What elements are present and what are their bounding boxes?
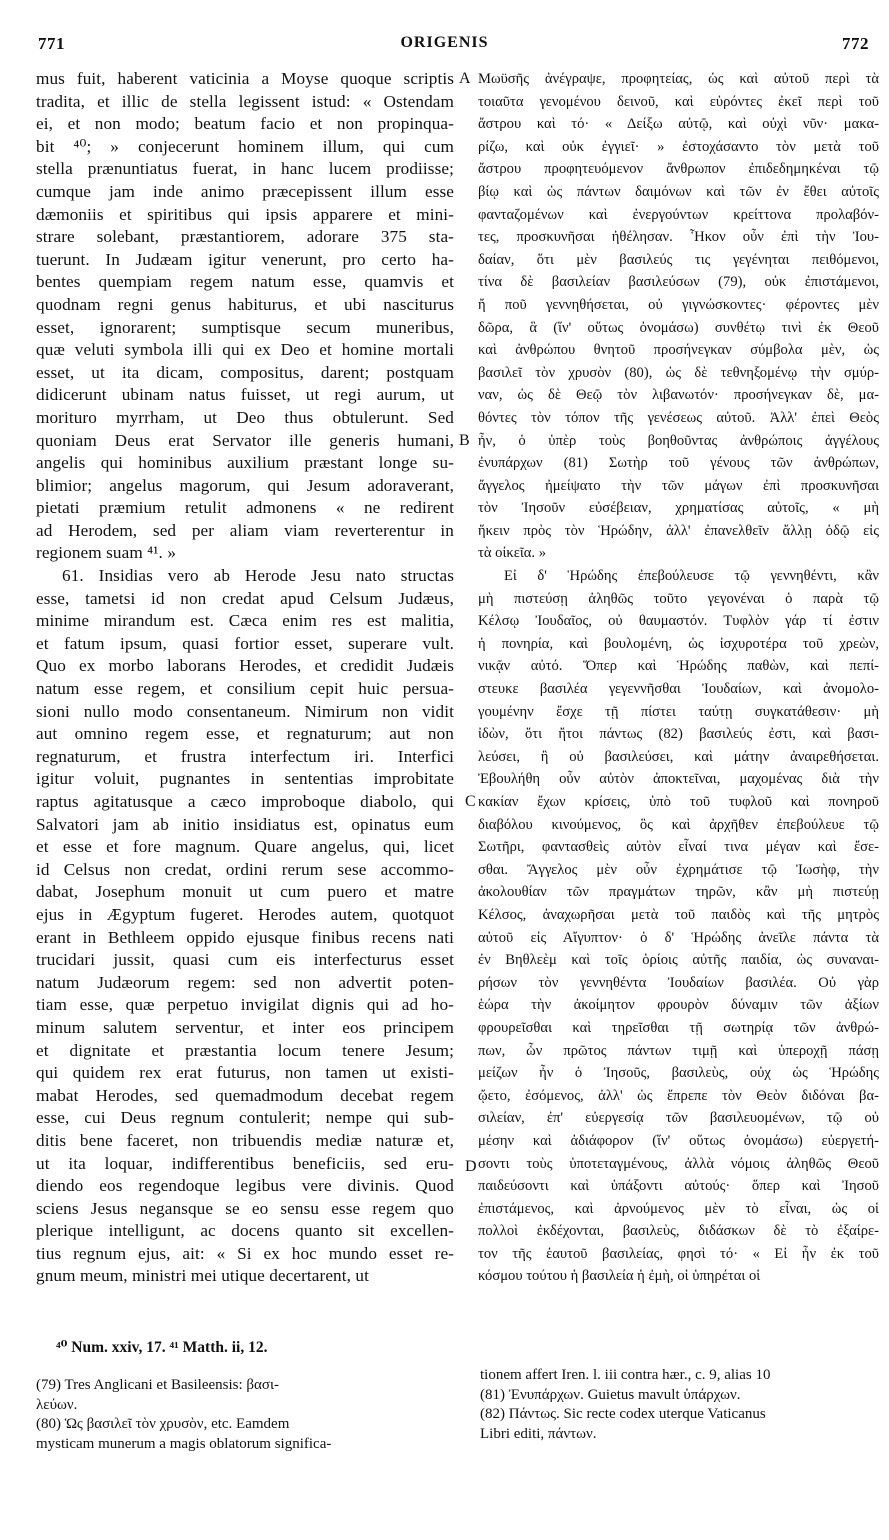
greek-text-line: σθαι. Ἄγγελος μὲν οὖν ἐχρημάτισε τῷ Ἰωσὴφ, τὴν [478, 861, 879, 878]
greek-text-line: θόντες τὸν τόπον τῆς γενέσεως αὐτοῦ. Ἀλλ' ἐπεὶ Θεὸς [478, 409, 879, 426]
greek-text-line: ἡ πονηρία, καὶ βουλομένη, ὡς ἰσχυροτέρα τοῦ χρεὼν, [478, 635, 879, 652]
latin-text-line: pietati præmium retulit admonens « ne redirent [36, 498, 454, 518]
footnote-line: mysticam munerum a magis oblatorum significa- [36, 1435, 332, 1452]
greek-text-line: καὶ ἀνθρώπου θνητοῦ προσήνεγκαν σύμβολα μὲν, ὡς [478, 342, 879, 359]
greek-text-line: ναν, ὡς δὲ Θεῷ τὸν λιβανωτόν· προσήνεγκαν δὲ, μα- [478, 387, 879, 404]
footnote-line: (80) Ὡς βασιλεῖ τὸν χρυσὸν, etc. Eamdem [36, 1416, 290, 1432]
running-title: ORIGENIS [400, 34, 489, 51]
greek-text-line: τὰ οἰκεῖα. » [478, 545, 547, 562]
column-number-right: 772 [842, 34, 869, 53]
latin-text-line: strare solebant, præstantiorem, adorare 375 sta- [36, 227, 454, 247]
footnote-line: (82) Πάντως. Sic recte codex uterque Vaticanus [480, 1406, 766, 1422]
greek-text-line: αὐτοῦ εἰς Αἴγυπτον· ὁ δ' Ἡρώδης ἀνεῖλε πάντα τὰ [478, 929, 879, 946]
latin-text-line: esset, ut ita dicam, compositus, darent; postquam [36, 362, 454, 382]
latin-text-line: minime mirandum est. Cæca enim res est malitia, [36, 611, 454, 631]
latin-text-line: diendo eos regendoque legibus vere divinis. Quod [36, 1176, 454, 1196]
greek-text-line: πων, ὧν πρῶτος πάντων τιμῇ καὶ ὑπεροχῇ πάσῃ [478, 1042, 879, 1059]
latin-text-line: et fatum ipsum, quasi fortior esset, superare vult. [36, 633, 454, 653]
greek-text-line: ἐν Βηθλεὲμ καὶ τοῖς ὁρίοις αὐτῆς παιδία, ὡς συναναι- [478, 952, 879, 969]
footnotes-right [480, 1366, 880, 1444]
latin-text-line: morituro myrrham, ut Deo thus obtulerunt. Sed [36, 407, 454, 427]
latin-text-line: stella prænuntiatus fuerat, in hanc lucem prodiisse; [36, 159, 454, 179]
margin-mark-b: B [459, 432, 470, 449]
footnote-line: (79) Tres Anglicani et Basileensis: βασι- [36, 1377, 280, 1393]
latin-text-line: ad Herodem, sed per aliam viam reverterentur in [36, 520, 454, 540]
footnotes-left [36, 1376, 458, 1454]
latin-text-line: blimior; angelus magorum, qui Jesum adoraverant, [36, 475, 454, 495]
latin-text-line: natum Judæorum regem: sed non advertit poten- [36, 972, 454, 992]
latin-text-line: didicerunt ubinam natus fuisset, ut regi aurum, ut [36, 385, 454, 405]
greek-text-line: μὴ πιστεύσῃ ἀληθῶς τοῦτο γεγονέναι ὁ παρὰ τῷ [478, 590, 879, 607]
column-number-left: 771 [38, 34, 65, 53]
latin-text-line: aut omnino regem esse, et regnaturum; aut non [36, 724, 454, 744]
latin-text-line: sioni nullo modo consentaneum. Nimirum non vidit [36, 701, 454, 721]
latin-text-line: bit ⁴⁰; » conjecerunt hominem illum, qui cum [36, 136, 454, 156]
latin-text-line: quæ veluti symbola illi qui ex Deo et homine mortali [36, 340, 454, 360]
latin-text-line: quodnam regni genus habiturus, et ubi nasciturus [36, 294, 454, 314]
latin-text-line: trucidari jussit, quasi cum eis interfecturus esset [36, 950, 454, 970]
scripture-reference-line: ⁴⁰ Num. xxiv, 17. ⁴¹ Matth. ii, 12. [56, 1339, 268, 1356]
latin-text-line: et esse et fore magnum. Quare angelus, qui, licet [36, 837, 454, 857]
margin-mark-d: D [465, 1158, 477, 1175]
greek-text-line: ἰδὼν, ὅτι ἤτοι πάντως (82) βασιλεύς ἐστι, καὶ βασι- [478, 726, 879, 743]
greek-text-line: ἑώρα τὴν ἀκοίμητον φρουρὸν δύναμιν τῶν ἀξίων [478, 997, 879, 1014]
latin-text-line: 61. Insidias vero ab Herode Jesu nato structas [62, 566, 454, 586]
latin-text-line: gnum meum, ministri mei utique decertarent, ut [36, 1266, 369, 1286]
greek-text-line: Ἐβουλήθη οὖν αὐτὸν ἀποκτεῖναι, μαχομένας διὰ τὴν [478, 771, 879, 788]
greek-text-line: ἐπιστάμενος, καὶ ἀρνούμενος μὲν τὸ εἶναι, ὡς οἱ [478, 1200, 879, 1217]
greek-text-line: ἄστρου καὶ τό· « Δείξω αὐτῷ, καὶ οὐχὶ νῦν· μακα- [478, 116, 879, 133]
latin-text-line: et dignitate et præstantia locum tenere Jesum; [36, 1040, 454, 1060]
greek-text-line: βασιλεῖ τὸν χρυσὸν (80), ὡς δὲ τεθνηξομένῳ τὴν σμύρ- [478, 364, 879, 381]
greek-text-line: στευκε βασιλέα γεγεννῆσθαι Ἰουδαίων, καὶ ἀνομολο- [478, 681, 879, 698]
greek-text-line: τες, προσκυνῆσαι ἠθέλησαν. Ἧκον οὖν ἐπὶ τὴν Ἰου- [478, 229, 879, 246]
greek-text-line: ἦν, ὁ ὑπὲρ τοὺς βοηθοῦντας ἀνθρώποις ἀγγέλους [478, 432, 879, 449]
greek-text-line: λεύσει, ἢ οὐ βασιλεύσει, καὶ μάτην ἀναιρεθήσεται. [478, 748, 879, 765]
latin-column [36, 68, 454, 1288]
latin-text-line: ei, et non modo; beatum facio et non propinqua- [36, 114, 454, 134]
greek-text-line: ρήσων τὸν γεννηθέντα Ἰουδαίων βασιλέα. Οὐ γὰρ [478, 974, 879, 991]
latin-text-line: dabat, Josephum monuit ut cum puero et matre [36, 882, 454, 902]
greek-text-line: τον τῆς ἑαυτοῦ βασιλείας, φησὶ τό· « Εἰ ἦν ἐκ τοῦ [478, 1245, 879, 1262]
latin-text-line: igitur voluit, pugnantes in sententias improbitate [36, 769, 454, 789]
latin-text-line: tius regnum ejus, ait: « Si ex hoc mundo esset re- [36, 1243, 454, 1263]
greek-text-line: τίνα δὲ βασιλείαν βασιλεύσων (79), οὐκ ἐπιστάμενοι, [478, 274, 879, 291]
footnote-line: λεύων. [36, 1396, 78, 1413]
latin-text-line: dæmoniis et spiritibus qui ipsis apparere et mini- [36, 204, 454, 224]
latin-text-line: angelis qui hominibus auxilium præstant longe su- [36, 453, 454, 473]
footnote-line: tionem affert Iren. l. iii contra hær., c. 9, alias 10 [480, 1367, 771, 1383]
greek-text-line: ἐνυπάρχων (81) Σωτὴρ τοῦ γένους τῶν ἀνθρώπων, [478, 455, 879, 472]
footnote-line: (81) Ἐνυπάρχων. Guietus mavult ὑπάρχων. [480, 1386, 741, 1403]
latin-text-line: tradita, et illic de stella legissent istud: « Ostendam [36, 91, 454, 111]
latin-text-line: natum esse regem, et consilium cepit huic persua- [36, 679, 454, 699]
latin-text-line: mus fuit, haberent vaticinia a Moyse quoque scriptis [36, 69, 454, 88]
greek-text-line: βίῳ καὶ ὡς πάντων δαιμόνων καὶ τῶν ἐν ἔθει αὐτοῖς [478, 183, 879, 200]
greek-text-line: ᾤετο, ἐσόμενος, ἀλλ' ὡς ἔπρεπε τὸν Θεὸν διδόναι βα- [478, 1087, 879, 1104]
greek-text-line: ἄγγελος ἠμείψατο τὴν τῶν μάγων ἐπὶ προσκυνῆσαι [478, 477, 879, 494]
greek-text-line: κακίαν ἔχων κρίσεις, ὑπὸ τοῦ τυφλοῦ καὶ πονηροῦ [478, 794, 879, 810]
greek-text-line: δαίαν, ὅτι μὲν βασιλεύς τις γεγένηται πειθόμενοι, [478, 251, 879, 268]
latin-text-line: sciens Jesus negansque se eo sensu esse regem quo [36, 1198, 454, 1218]
footnote-line: Libri editi, πάντων. [480, 1425, 597, 1442]
greek-text-line: δῶρα, ἃ (ἵν' οὕτως ὀνομάσω) συνθέτῳ τινὶ ἐκ Θεοῦ [478, 319, 879, 336]
greek-text-line: τὸν Ἰησοῦν εὐσέβειαν, χρηματίσας αὐτοῖς, « μὴ [478, 500, 879, 517]
greek-text-line: πολλοὶ ἐκδέχονται, βασιλεὺς, διδάσκων δὲ τὸ ἐξαίρε- [478, 1223, 879, 1240]
latin-text-line: qui quidem rex erat futurus, non tamen ut existi- [36, 1063, 454, 1083]
latin-text-line: quoniam Deus erat Servator ille generis humani, [36, 430, 454, 450]
latin-text-line: bentes quempiam regem natum esse, quamvis et [36, 272, 454, 292]
latin-text-line: ditis bene faceret, non tribuendis mediæ naturæ et, [36, 1130, 454, 1150]
greek-text-line: τοιαῦτα γενομένου δεινοῦ, καὶ εὑρόντες ἐκεῖ περὶ τοῦ [478, 93, 879, 110]
latin-text-line: esse, cui Deus regnum contulerit; nempe qui sub- [36, 1108, 454, 1128]
greek-text-line: Κέλσος, ἀναχωρῆσαι μετὰ τοῦ παιδὸς καὶ τῆς μητρὸς [478, 906, 879, 923]
greek-text-line: Μωϋσῆς ἀνέγραψε, προφητείας, ὡς καὶ αὐτοῦ περὶ τὰ [478, 71, 879, 87]
greek-text-line: γουμένην ἔσχε τῇ πίστει ταύτῃ συγκατάθεσιν· μὴ [478, 703, 879, 720]
latin-text-line: regionem suam ⁴¹. » [36, 543, 177, 563]
greek-text-line: φρουρεῖσθαι καὶ τηρεῖσθαι τῇ σωτηρίᾳ τῶν ἀνθρώ- [478, 1019, 879, 1036]
greek-text-line: νικᾷν αὐτό. Ὅπερ καὶ Ἡρώδης παθὼν, καὶ πεπί- [478, 658, 879, 675]
latin-text-line: esse, tametsi id non credat apud Celsum Judæus, [36, 588, 454, 608]
latin-text-line: erant in Bethleem oppido ejusque finibus recens nati [36, 927, 454, 947]
margin-mark-c: C [465, 793, 476, 810]
greek-text-line: σοντι τοὺς ὑποτεταγμένους, ἀλλὰ νόμοις ἀληθῶς Θεοῦ [478, 1155, 879, 1172]
greek-text-line: ἀκολουθίαν τῶν πραγμάτων τηρῶν, κἂν μὴ πιστεύῃ [478, 884, 879, 901]
latin-text-line: Quo ex morbo laborans Herodes, et credidit Judæis [36, 656, 454, 676]
latin-text-line: cumque jam inde animo præcepissent illum esse [36, 181, 454, 201]
greek-text-line: ρίζω, καὶ οὐκ ἐγγιεῖ· » ἐστοχάσαντο τὸν μετὰ τοῦ [478, 138, 879, 155]
latin-text-line: id Celsus non credat, ordini rerum sese accommo- [36, 859, 454, 879]
greek-text-line: παιδεύσοντι καὶ ὑπάξοντι αὐτούς· ὅπερ καὶ Ἰησοῦ [478, 1178, 879, 1195]
greek-text-line: μείζων ἦν ὁ Ἰησοῦς, βασιλεὺς, οὐχ ὡς Ἡρώδης [478, 1065, 879, 1082]
greek-text-line: διαβόλου κινούμενος, ὃς καὶ ἀρχῆθεν ἐπεβούλευε τῷ [478, 816, 879, 833]
latin-text-line: regnaturum, et frustra interfectum iri. Interfici [36, 746, 454, 766]
greek-text-line: Σωτῆρι, φαντασθεὶς αὐτὸν εἶναί τινα μέγαν καὶ ἔσε- [478, 839, 879, 856]
greek-column [478, 68, 879, 1288]
greek-text-line: κόσμου τούτου ἡ βασιλεία ἡ ἐμὴ, οἱ ὑπηρέται οἱ [478, 1268, 761, 1285]
latin-text-line: ejus in Ægyptum fugeret. Herodes autem, quotquot [36, 904, 454, 924]
latin-text-line: raptus agitatusque a cæco improboque diabolo, qui [36, 792, 454, 811]
greek-text-line: Εἰ δ' Ἡρώδης ἐπεβούλευσε τῷ γεννηθέντι, κἂν [504, 568, 879, 585]
latin-text-line: Salvatori jam ab initio insidiatus est, opinatus eum [36, 814, 454, 834]
greek-text-line: ἄστρου προφητευόμενον ἄνθρωπον ἐπιδεδημηκέναι τῷ [478, 161, 879, 178]
greek-text-line: φανταζομένων καὶ ἐνεργούντων κρείττονα προλαβόν- [478, 206, 879, 223]
greek-text-line: Κέλσῳ Ἰουδαῖος, οὐ θαυμαστόν. Τυφλὸν γάρ τί ἐστιν [478, 613, 879, 630]
scripture-references [36, 1338, 458, 1358]
latin-text-line: ut ita loquar, indifferentibus beneficiis, sed eru- [36, 1153, 454, 1173]
latin-text-line: mabat Herodes, sed quemadmodum decebat regem [36, 1085, 454, 1105]
greek-text-line: μέσην καὶ ἀδιάφορον (ἵν' οὕτως ὀνομάσω) εὐεργετή- [478, 1132, 879, 1149]
latin-text-line: tiam esse, quæ perpetuo invigilat dignis qui ad ho- [36, 995, 454, 1015]
greek-text-line: σιλείαν, ἐπ' εὐεργεσίᾳ τῶν βασιλευομένων, τῷ οὐ [478, 1110, 879, 1127]
greek-text-line: ἥκειν πρὸς τὸν Ἡρώδην, ἀλλ' ἐπανελθεῖν ἄλλῃ ὁδῷ εἰς [478, 522, 879, 539]
latin-text-line: tuerunt. In Judæam igitur venerunt, pro certo ha- [36, 249, 454, 269]
latin-text-line: minum salutem serventur, et inter eos principem [36, 1017, 454, 1037]
latin-text-line: plerique intelligunt, ac docens quanto sit excellen- [36, 1221, 454, 1241]
greek-text-line: ἤ ποῦ γεννηθήσεται, οὐ γιγνώσκοντες· φέροντες μὲν [478, 296, 879, 313]
margin-mark-a: A [459, 70, 471, 87]
latin-text-line: esset, ignorarent; sumptisque secum muneribus, [36, 317, 454, 337]
